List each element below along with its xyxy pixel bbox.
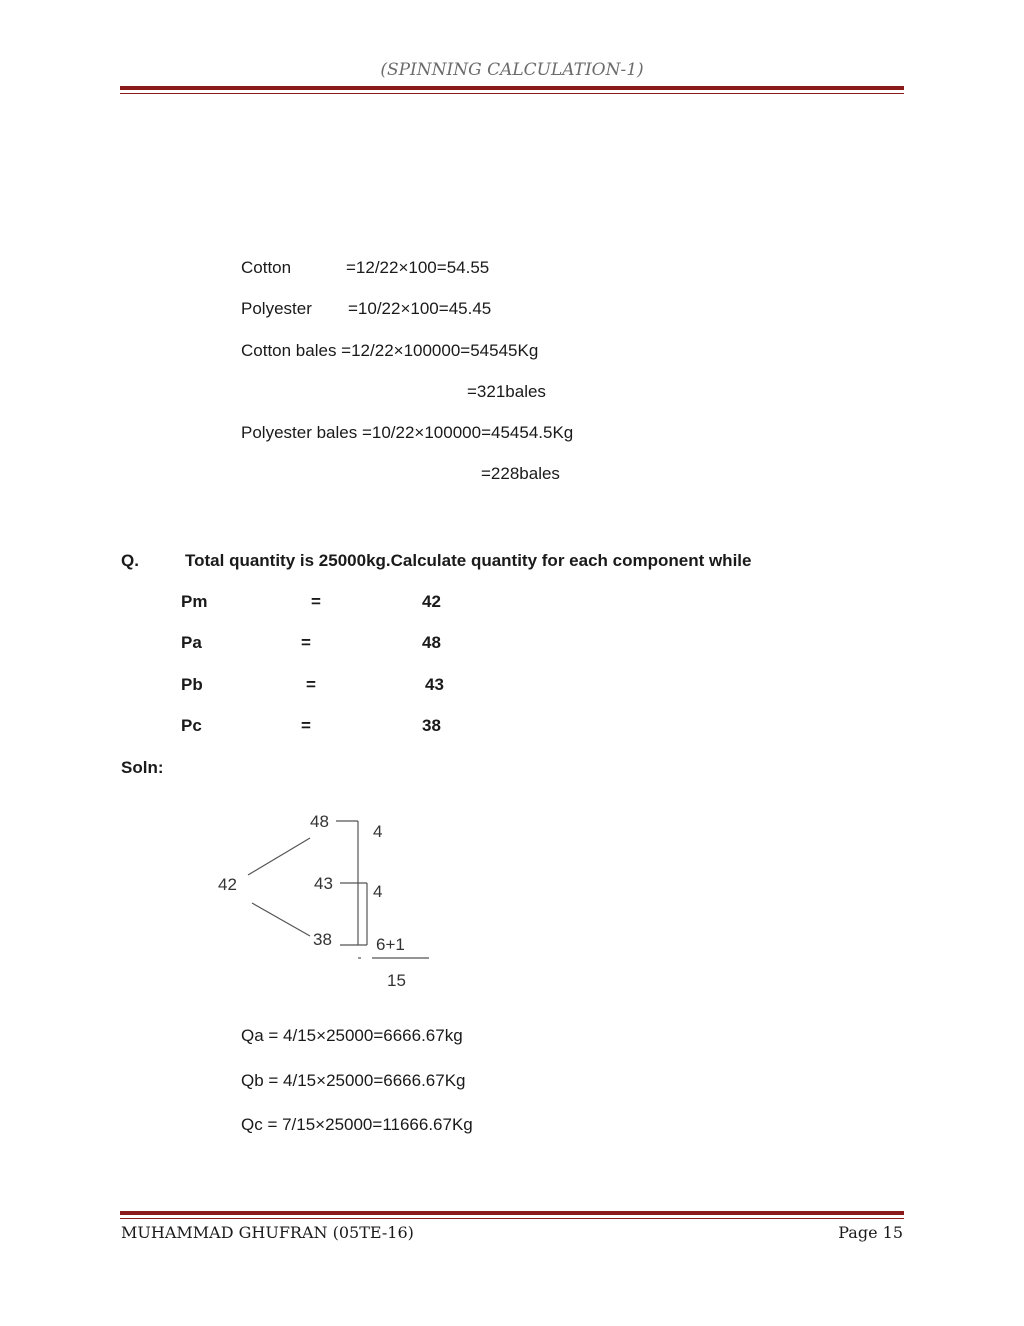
- footer-page-number: Page 15: [838, 1223, 903, 1242]
- row-value-pa: 48: [422, 633, 441, 652]
- row-eq-pc: =: [301, 716, 311, 735]
- row-value-pb: 43: [425, 675, 444, 694]
- diagram-middle-value: 43: [314, 874, 333, 893]
- row-label-pa: Pa: [181, 633, 202, 652]
- cotton-bales-line: Cotton bales =12/22×100000=54545Kg: [241, 341, 539, 360]
- alligation-diagram: [200, 800, 460, 1000]
- diagram-line-lower: [252, 903, 310, 936]
- diagram-line-upper: [248, 838, 310, 875]
- result-qb: Qb = 4/15×25000=6666.67Kg: [241, 1071, 466, 1090]
- header-rule-thin: [120, 93, 904, 94]
- question-marker: Q.: [121, 551, 139, 570]
- row-eq-pm: =: [311, 592, 321, 611]
- row-eq-pb: =: [306, 675, 316, 694]
- polyester-value: =10/22×100=45.45: [348, 299, 492, 318]
- row-value-pc: 38: [422, 716, 441, 735]
- header-title: (SPINNING CALCULATION-1): [380, 60, 644, 80]
- row-value-pm: 42: [422, 592, 441, 611]
- diagram-diff-middle: 4: [373, 882, 383, 901]
- header-rule-thick: [120, 86, 904, 90]
- diagram-diff-bottom: 6+1: [376, 935, 405, 954]
- diagram-diff-top: 4: [373, 822, 383, 841]
- cotton-label: Cotton: [241, 258, 292, 277]
- row-eq-pa: =: [301, 633, 311, 652]
- cotton-bales-result: =321bales: [467, 382, 546, 401]
- diagram-center-value: 42: [218, 875, 237, 894]
- question-text: Total quantity is 25000kg.Calculate quantity for each component while: [185, 551, 752, 570]
- polyester-label: Polyester: [241, 299, 312, 318]
- polyester-bales-result: =228bales: [481, 464, 560, 483]
- row-label-pc: Pc: [181, 716, 202, 735]
- footer-rule-thick: [120, 1211, 904, 1215]
- result-qc: Qc = 7/15×25000=11666.67Kg: [241, 1115, 473, 1134]
- result-qa: Qa = 4/15×25000=6666.67kg: [241, 1026, 463, 1045]
- row-label-pm: Pm: [181, 592, 208, 611]
- diagram-top-value: 48: [310, 812, 329, 831]
- diagram-bottom-value: 38: [313, 930, 332, 949]
- footer-author: MUHAMMAD GHUFRAN (05TE-16): [121, 1223, 414, 1242]
- row-label-pb: Pb: [181, 675, 203, 694]
- solution-label: Soln:: [121, 758, 164, 777]
- cotton-value: =12/22×100=54.55: [346, 258, 490, 277]
- diagram-total: 15: [387, 971, 406, 990]
- polyester-bales-line: Polyester bales =10/22×100000=45454.5Kg: [241, 423, 574, 442]
- footer-rule-thin: [120, 1218, 904, 1219]
